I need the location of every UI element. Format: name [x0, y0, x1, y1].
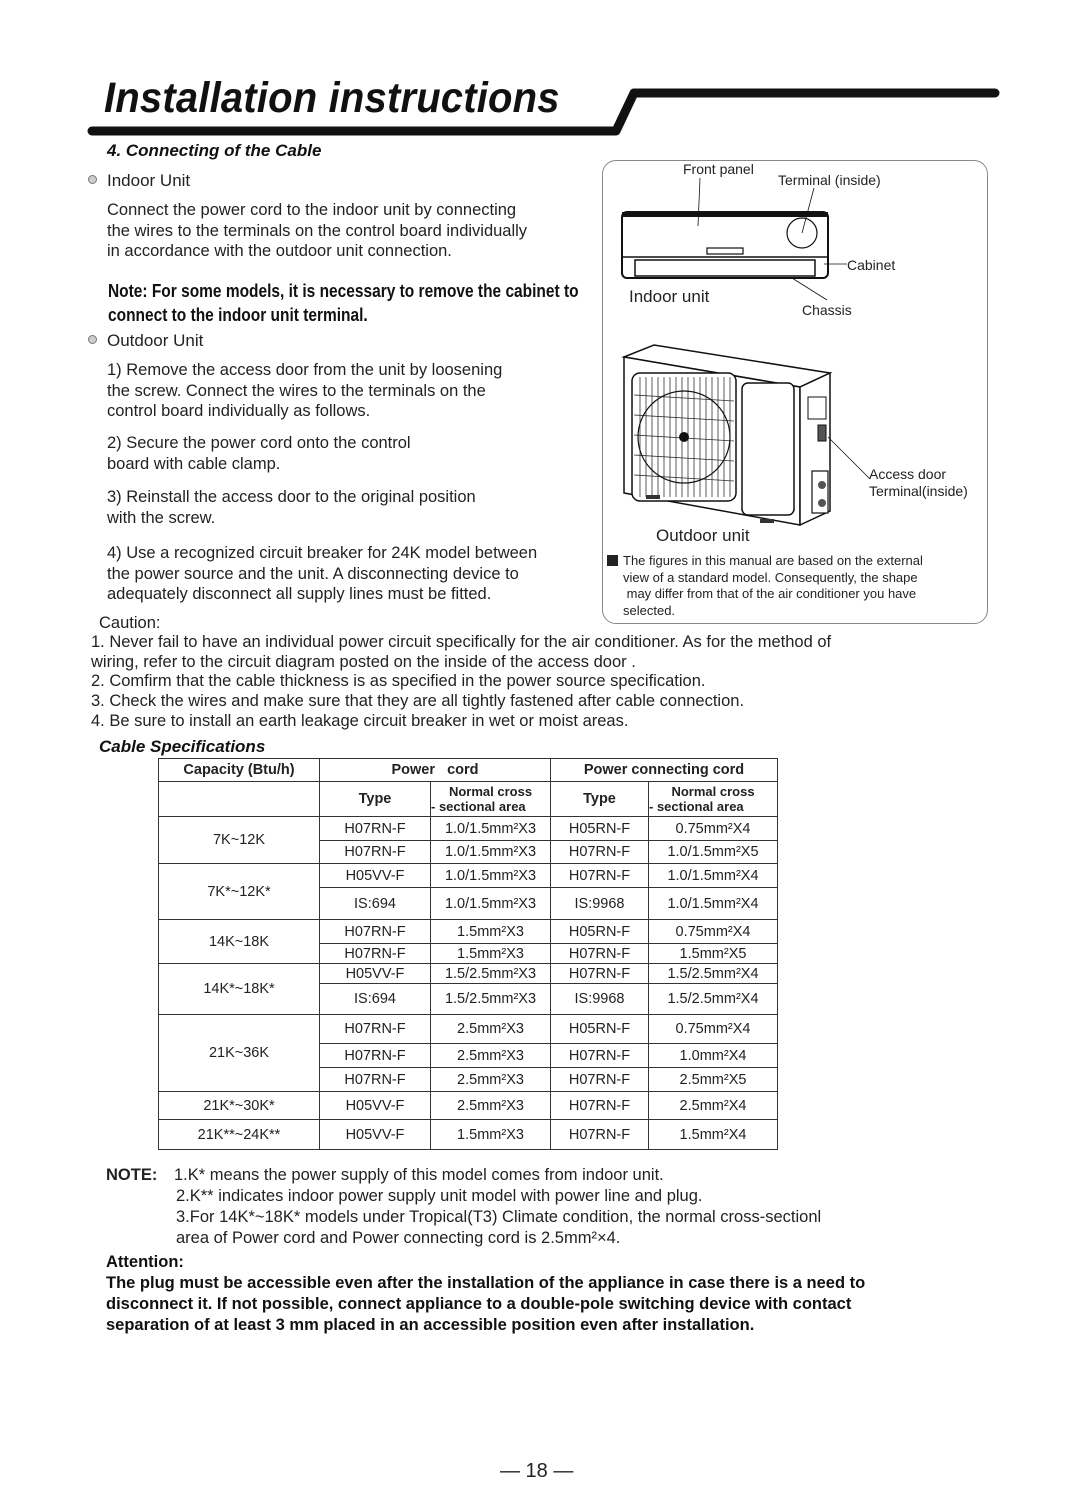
indoor-unit-text [107, 200, 527, 262]
table-header-row [159, 759, 778, 782]
text-line: board with cable clamp. [107, 454, 281, 473]
pc-area-cell: 1.5mm²X3 [431, 1120, 551, 1150]
pcc-area-cell: 1.5/2.5mm²X4 [649, 984, 778, 1015]
text-line: may differ from that of the air conditioner you have [623, 586, 917, 601]
outdoor-unit-label: Outdoor Unit [107, 331, 204, 350]
pc-type-cell: IS:694 [320, 984, 431, 1015]
table-row [159, 817, 778, 841]
text-line: the power source and the unit. A disconnecting device to [107, 564, 519, 583]
pcc-area-cell: 1.5/2.5mm²X4 [649, 964, 778, 984]
pcc-type-cell: H07RN-F [551, 1044, 649, 1068]
attention-line: disconnect it. If not possible, connect appliance to a double-pole switching device with contact [106, 1295, 852, 1313]
text-line: 3) Reinstall the access door to the original position [107, 488, 476, 506]
pcc-area-cell: 1.0/1.5mm²X4 [649, 864, 778, 888]
capacity-cell: 14K~18K [159, 920, 320, 964]
outdoor-unit-caption: Outdoor unit [656, 526, 750, 545]
pc-area-cell: 1.0/1.5mm²X3 [431, 817, 551, 841]
pc-type-cell: H07RN-F [320, 1015, 431, 1044]
header-area-line: - sectional area [649, 799, 744, 814]
pc-type-cell: H07RN-F [320, 920, 431, 944]
figure-note-line [607, 553, 977, 570]
pcc-type-cell: H05RN-F [551, 920, 649, 944]
text-line: 2) Secure the power cord onto the control [107, 434, 411, 452]
text-line: with the screw. [107, 508, 216, 527]
attention-label: Attention: [106, 1253, 184, 1271]
pc-type-cell: H07RN-F [320, 1044, 431, 1068]
pc-type-cell: H07RN-F [320, 1068, 431, 1092]
text-line: in accordance with the outdoor unit connection. [107, 242, 452, 260]
capacity-cell: 21K*~30K* [159, 1092, 320, 1120]
caution-item: 3. Check the wires and make sure that they are all tightly fastened after cable connection. [91, 692, 745, 711]
pcc-area-cell: 1.5mm²X5 [649, 944, 778, 964]
outdoor-step-4 [107, 543, 537, 605]
table-row [159, 1015, 778, 1044]
header-power-connecting-cord: Power connecting cord [551, 759, 778, 782]
note-text: 1.K* means the power supply of this model comes from indoor unit. [174, 1166, 664, 1184]
pc-area-cell: 2.5mm²X3 [431, 1044, 551, 1068]
capacity-cell: 14K*~18K* [159, 964, 320, 1015]
pc-area-cell: 2.5mm²X3 [431, 1015, 551, 1044]
outdoor-unit-illustration [602, 335, 986, 535]
note-label: NOTE: [106, 1166, 158, 1184]
pcc-type-cell: IS:9968 [551, 888, 649, 920]
pc-area-cell: 1.5mm²X3 [431, 944, 551, 964]
pc-area-cell: 2.5mm²X3 [431, 1092, 551, 1120]
note-line: area of Power cord and Power connecting cord is 2.5mm²×4. [176, 1229, 621, 1247]
header-power-cord: Power cord [320, 759, 551, 782]
note-line: 3.For 14K*~18K* models under Tropical(T3) Climate condition, the normal cross-sectionl [176, 1208, 822, 1226]
capacity-cell: 7K~12K [159, 817, 320, 864]
header-type: Type [551, 782, 649, 817]
pcc-area-cell: 1.0mm²X4 [649, 1044, 778, 1068]
pcc-type-cell: H07RN-F [551, 944, 649, 964]
indoor-unit-label: Indoor Unit [107, 171, 191, 190]
pc-type-cell: H05VV-F [320, 1092, 431, 1120]
text-line: the screw. Connect the wires to the terminals on the [107, 381, 486, 400]
section-title: 4. Connecting of the Cable [107, 141, 322, 160]
figure-note [607, 553, 977, 619]
pc-type-cell: H07RN-F [320, 841, 431, 864]
pc-type-cell: H05VV-F [320, 1120, 431, 1150]
pcc-type-cell: IS:9968 [551, 984, 649, 1015]
bullet-icon [88, 335, 97, 344]
pcc-area-cell: 0.75mm²X4 [649, 1015, 778, 1044]
header-area [431, 782, 551, 817]
indoor-unit-caption: Indoor unit [629, 287, 710, 306]
table-row [159, 1120, 778, 1150]
text-line: control board individually as follows. [107, 402, 371, 420]
pcc-type-cell: H07RN-F [551, 964, 649, 984]
page-title: Installation instructions [104, 74, 560, 122]
pcc-type-cell: H05RN-F [551, 1015, 649, 1044]
pcc-type-cell: H07RN-F [551, 1120, 649, 1150]
pc-area-cell: 1.0/1.5mm²X3 [431, 888, 551, 920]
caution-item: 4. Be sure to install an earth leakage circuit breaker in wet or moist areas. [91, 711, 629, 730]
text-line: 1) Remove the access door from the unit by loosening [107, 361, 503, 379]
table-row [159, 920, 778, 944]
outdoor-unit-heading [88, 331, 203, 351]
header-area [649, 782, 778, 817]
text-line: Connect the power cord to the indoor unit by connecting [107, 201, 517, 219]
pc-area-cell: 1.5/2.5mm²X3 [431, 984, 551, 1015]
pcc-area-cell: 1.0/1.5mm²X4 [649, 888, 778, 920]
table-row [159, 864, 778, 888]
text-line: view of a standard model. Consequently, the shape [623, 569, 918, 585]
pc-type-cell: H05VV-F [320, 864, 431, 888]
pc-type-cell: H07RN-F [320, 944, 431, 964]
terminal-inside-label: Terminal (inside) [778, 172, 881, 188]
header-empty [159, 782, 320, 817]
header-type: Type [320, 782, 431, 817]
attention-line: separation of at least 3 mm placed in an accessible position even after installation. [106, 1316, 755, 1334]
pc-area-cell: 1.5mm²X3 [431, 920, 551, 944]
pcc-area-cell: 0.75mm²X4 [649, 817, 778, 841]
outdoor-step-3 [107, 487, 476, 528]
header-area-line: - sectional area [431, 799, 526, 814]
chassis-label: Chassis [802, 302, 852, 318]
note-line: connect to the indoor unit terminal. [108, 305, 368, 325]
pcc-area-cell: 1.5mm²X4 [649, 1120, 778, 1150]
note-line: 2.K** indicates indoor power supply unit model with power line and plug. [176, 1187, 703, 1205]
pc-area-cell: 1.0/1.5mm²X3 [431, 864, 551, 888]
capacity-cell: 21K**~24K** [159, 1120, 320, 1150]
caution-item: wiring, refer to the circuit diagram posted on the inside of the access door . [91, 652, 636, 671]
header-area-line: Normal cross [671, 784, 755, 799]
cable-spec-table [158, 758, 778, 1150]
pcc-type-cell: H07RN-F [551, 1092, 649, 1120]
notes-block [106, 1165, 986, 1249]
pcc-area-cell: 1.0/1.5mm²X5 [649, 841, 778, 864]
text-line: 4) Use a recognized circuit breaker for 24K model between [107, 544, 538, 562]
pcc-area-cell: 2.5mm²X5 [649, 1068, 778, 1092]
pcc-type-cell: H07RN-F [551, 841, 649, 864]
indoor-note [108, 279, 579, 327]
header-capacity: Capacity (Btu/h) [159, 759, 320, 782]
text-line: The figures in this manual are based on the external [623, 553, 923, 568]
text-line: the wires to the terminals on the control board individually [107, 221, 528, 240]
pc-area-cell: 1.5/2.5mm²X3 [431, 964, 551, 984]
pcc-type-cell: H05RN-F [551, 817, 649, 841]
capacity-cell: 21K~36K [159, 1015, 320, 1092]
bullet-icon [88, 175, 97, 184]
text-line: adequately disconnect all supply lines must be fitted. [107, 585, 492, 603]
attention-block [106, 1252, 986, 1336]
caution-item: 2. Comfirm that the cable thickness is as specified in the power source specification. [91, 672, 706, 691]
pcc-area-cell: 2.5mm²X4 [649, 1092, 778, 1120]
note-check-icon [607, 555, 618, 566]
note-line [106, 1165, 986, 1186]
front-panel-label: Front panel [683, 161, 754, 177]
text-line: selected. [623, 602, 676, 618]
note-line: Note: For some models, it is necessary to remove the cabinet to [108, 281, 579, 301]
table-row [159, 964, 778, 984]
caution-list [91, 633, 971, 732]
pc-type-cell: H07RN-F [320, 817, 431, 841]
pc-type-cell: H05VV-F [320, 964, 431, 984]
outdoor-step-1 [107, 360, 502, 422]
page-number: — 18 — [500, 1460, 574, 1482]
pc-area-cell: 1.0/1.5mm²X3 [431, 841, 551, 864]
terminal-inside-outdoor-label: Terminal(inside) [869, 483, 968, 499]
caution-label: Caution: [99, 614, 161, 632]
pc-type-cell: IS:694 [320, 888, 431, 920]
access-door-label: Access door [869, 466, 947, 482]
pcc-type-cell: H07RN-F [551, 1068, 649, 1092]
indoor-unit-heading [88, 171, 190, 191]
cabinet-label: Cabinet [847, 257, 896, 273]
outdoor-step-2 [107, 433, 411, 474]
table-subheader-row [159, 782, 778, 817]
cable-spec-title: Cable Specifications [99, 737, 266, 756]
pcc-type-cell: H07RN-F [551, 864, 649, 888]
header-area-line: Normal cross [448, 784, 533, 799]
table-row [159, 1092, 778, 1120]
pc-area-cell: 2.5mm²X3 [431, 1068, 551, 1092]
capacity-cell: 7K*~12K* [159, 864, 320, 920]
caution-item: 1. Never fail to have an individual power circuit specifically for the air conditioner. As for the method of [91, 633, 832, 651]
pcc-area-cell: 0.75mm²X4 [649, 920, 778, 944]
attention-line: The plug must be accessible even after the installation of the appliance in case there is a need to [106, 1274, 866, 1292]
